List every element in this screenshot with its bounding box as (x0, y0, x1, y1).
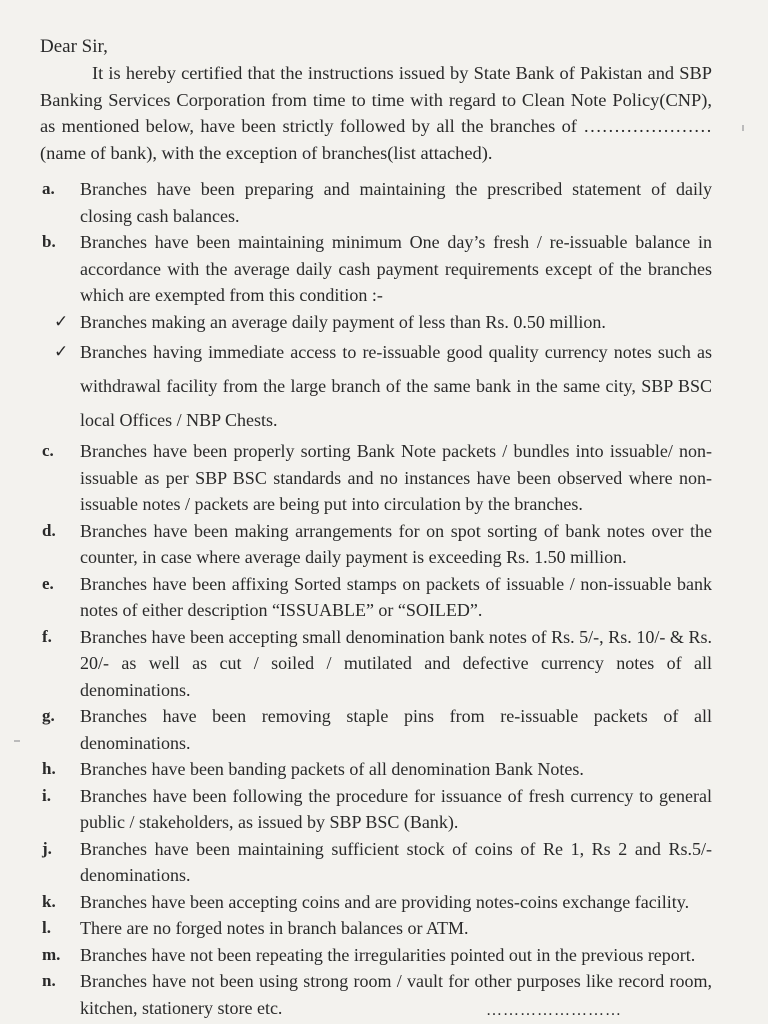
item-text: Branches have been accepting coins and are providing notes-coins exchange facility. (80, 891, 690, 912)
item-marker: c. (42, 441, 54, 460)
list-item-f (40, 624, 712, 704)
list-item-m (40, 942, 712, 969)
exemption-text: Branches having immediate access to re-issuable good quality currency notes such as withdrawal facility from the large branch of the same bank in the same city, SBP BSC local Offices / NBP Chests. (80, 342, 712, 430)
signature-line: …………………… (486, 1002, 622, 1019)
item-text: Branches have been maintaining sufficient stock of coins of Re 1, Rs 2 and Rs.5/- denominations. (80, 838, 712, 885)
intro-paragraph (40, 60, 712, 166)
list-item-d (40, 518, 712, 571)
item-text: There are no forged notes in branch balances or ATM. (80, 918, 469, 938)
item-text: Branches have been maintaining minimum One day’s fresh / re-issuable balance in accordance with the average daily cash payment requirements except of the branches which are exempted from this condition :- (80, 232, 712, 305)
item-marker: h. (42, 759, 56, 778)
item-text: Branches have been making arrangements for on spot sorting of bank notes over the counter, in case where average daily payment is exceeding Rs. 1.50 million. (80, 520, 712, 567)
item-marker: f. (42, 626, 52, 646)
exemption-item-1 (40, 309, 712, 336)
list-item-i (40, 783, 712, 836)
certification-list (40, 176, 712, 1021)
item-marker: g. (42, 706, 55, 725)
item-marker: m. (42, 944, 61, 964)
checkmark-icon: ✓ (54, 311, 69, 332)
item-text: Branches have been preparing and maintaining the prescribed statement of daily closing cash balances. (80, 179, 712, 226)
item-text: Branches have been following the procedure for issuance of fresh currency to general public / stakeholders, as issued by SBP BSC (Bank). (80, 785, 712, 832)
checkmark-icon: ✓ (54, 342, 69, 362)
item-text: Branches have not been repeating the irregularities pointed out in the previous report. (80, 944, 696, 965)
list-item-g (40, 703, 712, 756)
list-item-c (40, 438, 712, 518)
item-text: Branches have been banding packets of all denomination Bank Notes. (80, 759, 584, 779)
item-marker: b. (42, 232, 56, 251)
item-marker: k. (42, 891, 56, 911)
list-item-a (40, 176, 712, 229)
intro-text: It is hereby certified that the instructions issued by State Bank of Pakistan and SBP Banking Services Corporation from time to time with regard to Clean Note Policy(CNP), as mentioned below, have been strictly followed by all the branches of …………………(name of bank), with the exception of branches(list attached). (40, 63, 712, 163)
list-item-k (40, 889, 712, 916)
list-item-e (40, 571, 712, 624)
item-text: Branches have not been using strong room / vault for other purposes like record room, kitchen, stationery store etc. (80, 971, 712, 1018)
item-text: Branches have been accepting small denomination bank notes of Rs. 5/-, Rs. 10/- & Rs. 20/- as well as cut / soiled / mutilated and defective currency notes of all denominations. (80, 626, 712, 700)
item-marker: l. (42, 918, 51, 937)
list-item-l (40, 915, 712, 942)
scan-speck (742, 125, 744, 131)
exemption-item-2 (40, 335, 712, 437)
list-item-h (40, 756, 712, 783)
exemption-text: Branches making an average daily payment of less than Rs. 0.50 million. (80, 311, 606, 332)
item-text: Branches have been removing staple pins from re-issuable packets of all denominations. (80, 706, 712, 753)
list-item-b (40, 229, 712, 309)
item-text: Branches have been properly sorting Bank Note packets / bundles into issuable/ non-issuable as per SBP BSC standards and no instances have been observed where non-issuable notes / packets are being put into circulation by the branches. (80, 441, 712, 514)
item-marker: n. (42, 971, 56, 990)
item-marker: a. (42, 179, 55, 198)
item-marker: e. (42, 573, 54, 593)
greeting: Dear Sir, (40, 36, 108, 57)
scan-speck (14, 740, 20, 742)
item-text: Branches have been affixing Sorted stamps on packets of issuable / non-issuable bank notes of either description “ISSUABLE” or “SOILED”. (80, 573, 712, 620)
item-marker: j. (42, 838, 52, 858)
list-item-j (40, 836, 712, 889)
item-marker: d. (42, 520, 56, 540)
item-marker: i. (42, 785, 51, 805)
